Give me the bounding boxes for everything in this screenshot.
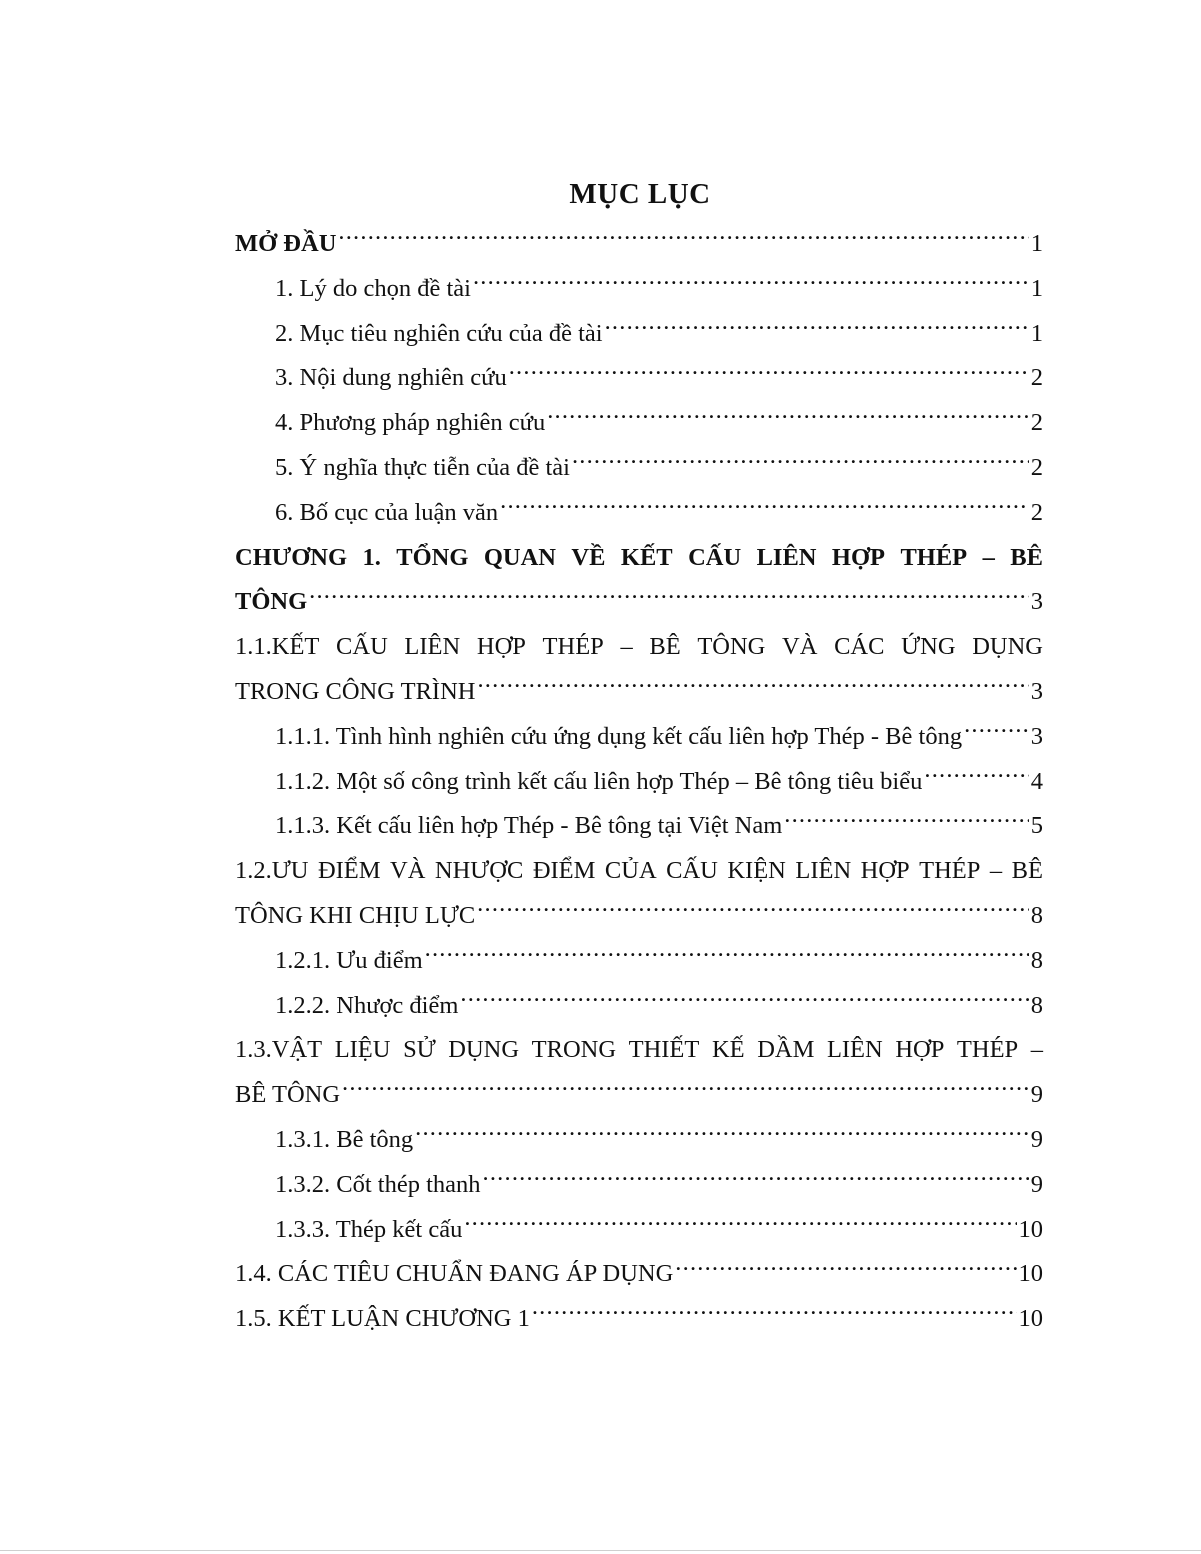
- toc-dot-leader: [605, 316, 1029, 341]
- toc-entry-heading-line[interactable]: [235, 625, 1043, 670]
- toc-heading-word: ỨNG: [901, 633, 956, 661]
- toc-heading-word: 1.: [362, 543, 381, 571]
- toc-dot-leader: [675, 1257, 1016, 1282]
- toc-dot-leader: [964, 719, 1029, 744]
- toc-entry[interactable]: [235, 446, 1043, 491]
- toc-entry-label: 1.3.3. Thép kết cấu: [275, 1215, 463, 1243]
- toc-heading-word: TRONG: [531, 1036, 617, 1064]
- toc-dot-leader: [464, 1212, 1016, 1237]
- toc-heading-word: HỢP: [895, 1036, 945, 1064]
- toc-dot-leader: [509, 361, 1029, 386]
- toc-heading-word: 1.3.VẬT: [235, 1036, 323, 1064]
- toc-dot-leader: [425, 943, 1029, 968]
- toc-heading-word: BÊ: [649, 633, 681, 661]
- toc-heading-word: KẾT: [620, 543, 673, 571]
- toc-heading-word: KIỆN: [727, 857, 786, 885]
- toc-heading-word: KẾ: [711, 1036, 745, 1064]
- toc-heading-word: HỢP: [860, 857, 910, 885]
- table-of-contents: [235, 222, 1043, 1342]
- toc-entry[interactable]: [235, 491, 1043, 536]
- toc-heading-word: LIỆU: [334, 1036, 391, 1064]
- toc-heading-word: SỬ: [403, 1036, 436, 1064]
- toc-heading-word: LIÊN: [756, 543, 817, 571]
- toc-title: MỤC LỤC: [569, 178, 711, 210]
- toc-entry[interactable]: [235, 401, 1043, 446]
- toc-page-number: 1: [1030, 230, 1043, 257]
- toc-page-number: 3: [1030, 722, 1043, 750]
- toc-heading-word: BÊ: [1010, 543, 1043, 571]
- toc-heading-word: VỀ: [571, 543, 606, 571]
- toc-entry-label: 1.1.2. Một số công trình kết cấu liên hợp Thép – Bê tông tiêu biểu: [275, 767, 923, 795]
- toc-entry-label: 1.2.1. Ưu điểm: [275, 946, 423, 974]
- toc-heading-word: VÀ: [390, 857, 426, 885]
- toc-dot-leader: [309, 585, 1029, 610]
- toc-entry-label: 1.2.2. Nhược điểm: [275, 991, 459, 1019]
- toc-page-number: 4: [1030, 767, 1043, 795]
- toc-entry[interactable]: [235, 1297, 1043, 1342]
- toc-page-number: 5: [1030, 812, 1043, 840]
- toc-entry[interactable]: [235, 1073, 1043, 1118]
- toc-entry[interactable]: [235, 267, 1043, 312]
- toc-heading-word: THÉP: [542, 633, 604, 661]
- toc-page-number: 8: [1030, 991, 1043, 1019]
- toc-dot-leader: [572, 450, 1029, 475]
- toc-heading-word: CÁC: [834, 633, 885, 661]
- toc-heading-word: –: [1030, 1036, 1043, 1064]
- toc-entry[interactable]: [235, 1208, 1043, 1253]
- toc-page-number: 2: [1030, 453, 1043, 481]
- toc-heading-word: CHƯƠNG: [235, 543, 348, 571]
- toc-dot-leader: [784, 809, 1028, 834]
- toc-entry-label: 3. Nội dung nghiên cứu: [275, 364, 507, 392]
- toc-entry[interactable]: [235, 1118, 1043, 1163]
- toc-heading-word: CẤU: [336, 633, 388, 661]
- toc-heading-word: 1.2.ƯU: [235, 857, 309, 885]
- toc-dot-leader: [483, 1167, 1029, 1192]
- toc-page-number: 3: [1030, 677, 1043, 705]
- toc-heading-word: HỢP: [476, 633, 526, 661]
- toc-entry[interactable]: [235, 356, 1043, 401]
- toc-page-number: 1: [1030, 319, 1043, 347]
- toc-entry-heading-line[interactable]: [235, 1028, 1043, 1073]
- toc-heading-word: HỢP: [831, 543, 886, 571]
- toc-entry-label: 1.4. CÁC TIÊU CHUẨN ĐANG ÁP DỤNG: [235, 1260, 674, 1288]
- toc-entry-label: TÔNG: [235, 588, 308, 616]
- toc-entry-label: 2. Mục tiêu nghiên cứu của đề tài: [275, 319, 603, 347]
- toc-entry-label: 4. Phương pháp nghiên cứu: [275, 409, 546, 437]
- toc-page-number: 9: [1030, 1125, 1043, 1153]
- toc-heading-word: ĐIỂM: [317, 857, 381, 885]
- toc-entry-label: MỞ ĐẦU: [235, 230, 337, 257]
- toc-page-number: 8: [1030, 901, 1043, 929]
- toc-heading-word: CẤU: [666, 857, 718, 885]
- toc-entry-label: TÔNG KHI CHỊU LỰC: [235, 901, 476, 929]
- toc-heading-word: LIÊN: [404, 633, 461, 661]
- toc-dot-leader: [415, 1122, 1029, 1147]
- toc-dot-leader: [532, 1302, 1017, 1327]
- toc-page-number: 2: [1030, 498, 1043, 526]
- toc-heading-word: –: [982, 543, 995, 571]
- toc-entry-heading-line[interactable]: [235, 536, 1043, 581]
- toc-heading-word: –: [989, 857, 1003, 885]
- toc-page-number: 2: [1030, 364, 1043, 392]
- toc-entry-label: 1.5. KẾT LUẬN CHƯƠNG 1: [235, 1305, 530, 1333]
- toc-entry[interactable]: [235, 670, 1043, 715]
- toc-entry[interactable]: [235, 222, 1043, 267]
- toc-heading-word: THÉP: [919, 857, 981, 885]
- toc-heading-word: CỦA: [604, 857, 657, 885]
- toc-entry-label: 5. Ý nghĩa thực tiễn của đề tài: [275, 453, 570, 481]
- toc-page-number: 9: [1030, 1170, 1043, 1198]
- toc-page-number: 2: [1030, 409, 1043, 437]
- toc-page-number: 3: [1030, 588, 1043, 616]
- toc-entry-label: 1. Lý do chọn đề tài: [275, 274, 471, 302]
- toc-heading-word: ĐIỂM: [532, 857, 596, 885]
- toc-heading-word: THÉP: [956, 1036, 1019, 1064]
- toc-entry[interactable]: [235, 1163, 1043, 1208]
- toc-entry[interactable]: [235, 894, 1043, 939]
- toc-heading-word: THIẾT: [628, 1036, 700, 1064]
- toc-dot-leader: [924, 764, 1028, 789]
- toc-dot-leader: [547, 406, 1029, 431]
- toc-heading-word: VÀ: [782, 633, 818, 661]
- toc-heading-word: THÉP: [900, 543, 968, 571]
- toc-entry[interactable]: [235, 760, 1043, 805]
- toc-heading-word: LIÊN: [795, 857, 852, 885]
- toc-heading-word: –: [620, 633, 633, 661]
- toc-heading-word: LIÊN: [826, 1036, 883, 1064]
- toc-dot-leader: [460, 988, 1028, 1013]
- toc-entry[interactable]: [235, 1252, 1043, 1297]
- toc-entry-heading-line[interactable]: [235, 849, 1043, 894]
- toc-heading-word: NHƯỢC: [434, 857, 524, 885]
- toc-entry-label: 6. Bố cục của luận văn: [275, 498, 499, 526]
- toc-page-number: 10: [1018, 1215, 1043, 1243]
- toc-entry-label: 1.1.3. Kết cấu liên hợp Thép - Bê tông tại Việt Nam: [275, 812, 783, 840]
- toc-entry[interactable]: [235, 312, 1043, 357]
- toc-heading-word: QUAN: [483, 543, 556, 571]
- toc-heading-word: DỤNG: [448, 1036, 520, 1064]
- toc-entry[interactable]: [235, 984, 1043, 1029]
- toc-heading-word: TỔNG: [396, 543, 469, 571]
- toc-dot-leader: [477, 674, 1028, 699]
- toc-heading-word: 1.1.KẾT: [235, 633, 320, 661]
- toc-entry-label: TRONG CÔNG TRÌNH: [235, 677, 476, 705]
- toc-entry-label: 1.3.2. Cốt thép thanh: [275, 1170, 481, 1198]
- toc-dot-leader: [473, 271, 1029, 296]
- toc-entry-label: 1.3.1. Bê tông: [275, 1125, 414, 1153]
- toc-page-number: 10: [1018, 1260, 1043, 1288]
- toc-heading-word: DẦM: [757, 1036, 815, 1064]
- toc-dot-leader: [338, 227, 1028, 252]
- toc-page-number: 8: [1030, 946, 1043, 974]
- toc-entry[interactable]: [235, 715, 1043, 760]
- toc-heading-word: CẤU: [688, 543, 742, 571]
- toc-entry-label: BÊ TÔNG: [235, 1081, 341, 1109]
- toc-heading-word: TÔNG: [697, 633, 766, 661]
- toc-page-number: 9: [1030, 1081, 1043, 1109]
- toc-heading-word: BÊ: [1011, 857, 1043, 885]
- toc-entry-label: 1.1.1. Tình hình nghiên cứu ứng dụng kết cấu liên hợp Thép - Bê tông: [275, 722, 963, 750]
- toc-dot-leader: [342, 1078, 1029, 1103]
- toc-heading-word: DỤNG: [972, 633, 1043, 661]
- toc-entry[interactable]: [235, 580, 1043, 625]
- toc-page-number: 1: [1030, 274, 1043, 302]
- toc-dot-leader: [500, 495, 1029, 520]
- toc-page-number: 10: [1018, 1305, 1043, 1333]
- page-bottom-edge: [0, 1550, 1201, 1551]
- toc-dot-leader: [477, 898, 1029, 923]
- toc-entry[interactable]: [235, 939, 1043, 984]
- toc-entry[interactable]: [235, 804, 1043, 849]
